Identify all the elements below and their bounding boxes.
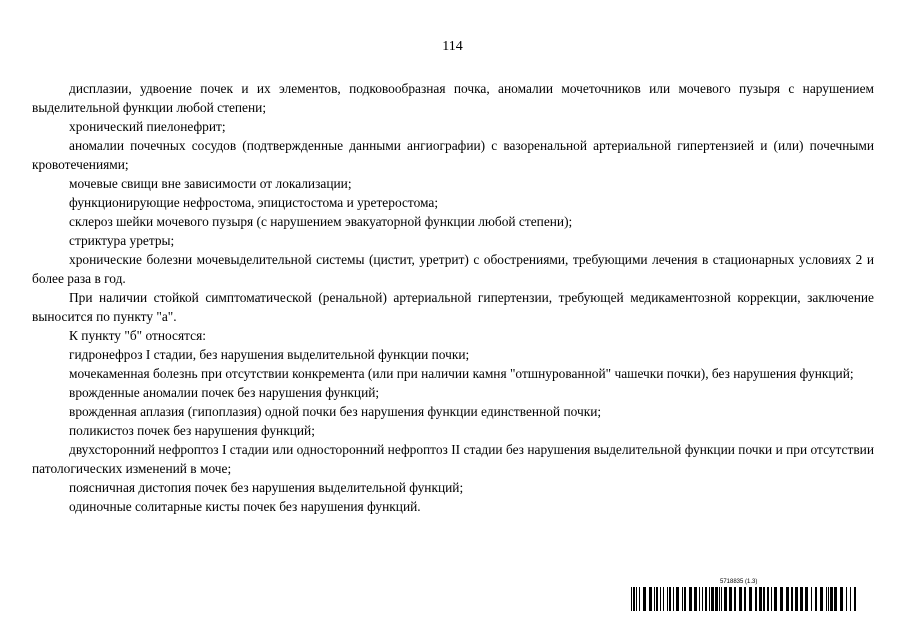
- paragraph: хронический пиелонефрит;: [69, 119, 226, 134]
- document-body: [32, 79, 874, 516]
- paragraph: хронические болезни мочевыделительной системы (цистит, уретрит) с обострениями, требующими лечения в стационарных условиях 2 и более раза в год.: [32, 252, 874, 286]
- paragraph: мочекаменная болезнь при отсутствии конкремента (или при наличии камня "отшнурованной" чашечки почки), без нарушения функций;: [69, 366, 854, 381]
- paragraph: склероз шейки мочевого пузыря (с нарушением эвакуаторной функции любой степени);: [69, 214, 573, 229]
- paragraph: стриктура уретры;: [69, 233, 175, 248]
- paragraph: двухсторонний нефроптоз I стадии или односторонний нефроптоз II стадии без нарушения выделительной функции почки и при отсутствии патологических изменений в моче;: [32, 442, 874, 476]
- paragraph: мочевые свищи вне зависимости от локализации;: [69, 176, 352, 191]
- barcode-bars: [631, 587, 857, 611]
- barcode-caption: 5718835 (1.3): [720, 579, 758, 585]
- paragraph: врожденные аномалии почек без нарушения функций;: [69, 385, 380, 400]
- paragraph: функционирующие нефростома, эпицистостома и уретеростома;: [69, 195, 439, 210]
- paragraph: К пункту "б" относятся:: [69, 328, 206, 343]
- paragraph: одиночные солитарные кисты почек без нарушения функций.: [69, 499, 421, 514]
- page-number: 114: [442, 39, 463, 54]
- paragraph: При наличии стойкой симптоматической (ренальной) артериальной гипертензии, требующей медикаментозной коррекции, заключение выносится по пункту "а".: [32, 290, 874, 324]
- barcode: [631, 578, 857, 612]
- paragraph: дисплазии, удвоение почек и их элементов, подковообразная почка, аномалии мочеточников или мочевого пузыря с нарушением выделительной функции любой степени;: [32, 81, 874, 115]
- paragraph: врожденная аплазия (гипоплазия) одной почки без нарушения функции единственной почки;: [69, 404, 602, 419]
- paragraph: аномалии почечных сосудов (подтвержденные данными ангиографии) с вазоренальной артериальной гипертензией и (или) почечными кровотечениями;: [32, 138, 874, 172]
- paragraph: поясничная дистопия почек без нарушения выделительной функций;: [69, 480, 464, 495]
- paragraph: поликистоз почек без нарушения функций;: [69, 423, 315, 438]
- paragraph: гидронефроз I стадии, без нарушения выделительной функции почки;: [69, 347, 470, 362]
